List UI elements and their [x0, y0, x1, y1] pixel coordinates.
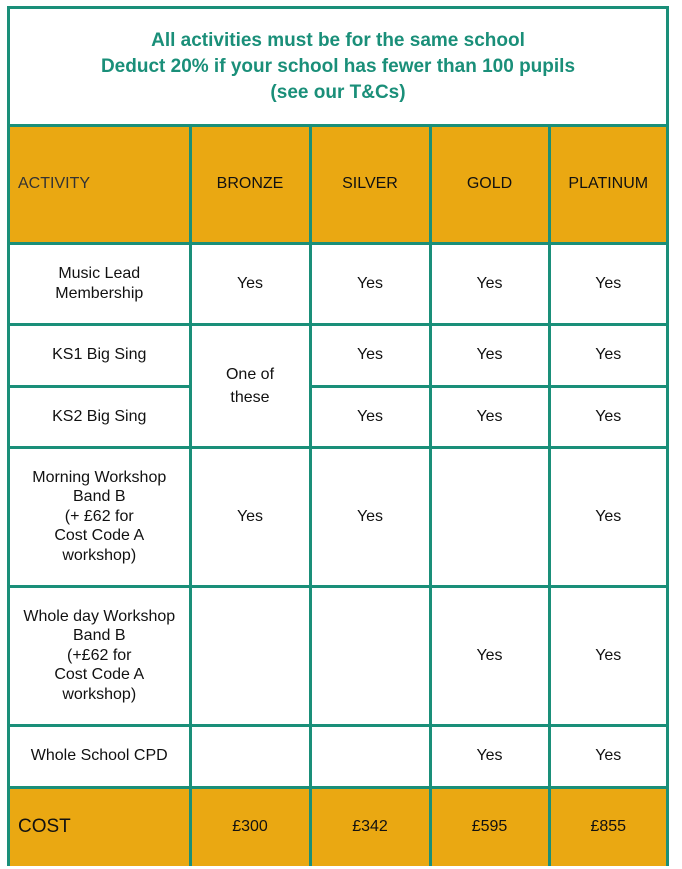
notice-banner	[10, 9, 666, 127]
activity-cell: KS2 Big Sing	[10, 386, 190, 447]
silver-cell: Yes	[310, 324, 430, 386]
table-row	[10, 243, 666, 324]
table-row	[10, 447, 666, 586]
silver-cell	[310, 586, 430, 725]
gold-cell: Yes	[430, 725, 549, 787]
gold-cell: Yes	[430, 243, 549, 324]
bronze-one-of-cell: One of these	[190, 324, 310, 447]
platinum-cell: Yes	[549, 586, 666, 725]
silver-cell: Yes	[310, 243, 430, 324]
silver-cell	[310, 725, 430, 787]
header-gold: GOLD	[430, 127, 549, 243]
bronze-cell: Yes	[190, 243, 310, 324]
gold-cell: Yes	[430, 324, 549, 386]
header-platinum: PLATINUM	[549, 127, 666, 243]
platinum-cell: Yes	[549, 243, 666, 324]
pricing-table	[10, 127, 666, 866]
silver-cell: Yes	[310, 447, 430, 586]
activity-cell: Whole School CPD	[10, 725, 190, 787]
platinum-cell: Yes	[549, 386, 666, 447]
platinum-cell: Yes	[549, 447, 666, 586]
gold-cell	[430, 447, 549, 586]
table-row	[10, 725, 666, 787]
notice-terms: (see our T&Cs)	[270, 81, 406, 103]
table-row	[10, 586, 666, 725]
header-activity: ACTIVITY	[10, 127, 190, 243]
cost-label: COST	[10, 787, 190, 866]
table-row	[10, 386, 666, 447]
header-silver: SILVER	[310, 127, 430, 243]
header-row	[10, 127, 666, 243]
silver-cell: Yes	[310, 386, 430, 447]
gold-cell: Yes	[430, 586, 549, 725]
cost-silver: £342	[310, 787, 430, 866]
notice-same-school: All activities must be for the same school	[151, 29, 525, 51]
activity-cell: Whole day Workshop Band B (+£62 for Cost Code A workshop)	[10, 586, 190, 725]
activity-cell: Morning Workshop Band B (+ £62 for Cost Code A workshop)	[10, 447, 190, 586]
table-row	[10, 324, 666, 386]
platinum-cell: Yes	[549, 324, 666, 386]
cost-platinum: £855	[549, 787, 666, 866]
header-bronze: BRONZE	[190, 127, 310, 243]
bronze-cell	[190, 725, 310, 787]
cost-bronze: £300	[190, 787, 310, 866]
activity-cell: Music Lead Membership	[10, 243, 190, 324]
notice-discount: Deduct 20% if your school has fewer than 100 pupils	[100, 55, 576, 77]
gold-cell: Yes	[430, 386, 549, 447]
bronze-cell	[190, 586, 310, 725]
pricing-panel	[7, 6, 669, 866]
cost-row	[10, 787, 666, 866]
bronze-cell: Yes	[190, 447, 310, 586]
activity-cell: KS1 Big Sing	[10, 324, 190, 386]
platinum-cell: Yes	[549, 725, 666, 787]
cost-gold: £595	[430, 787, 549, 866]
